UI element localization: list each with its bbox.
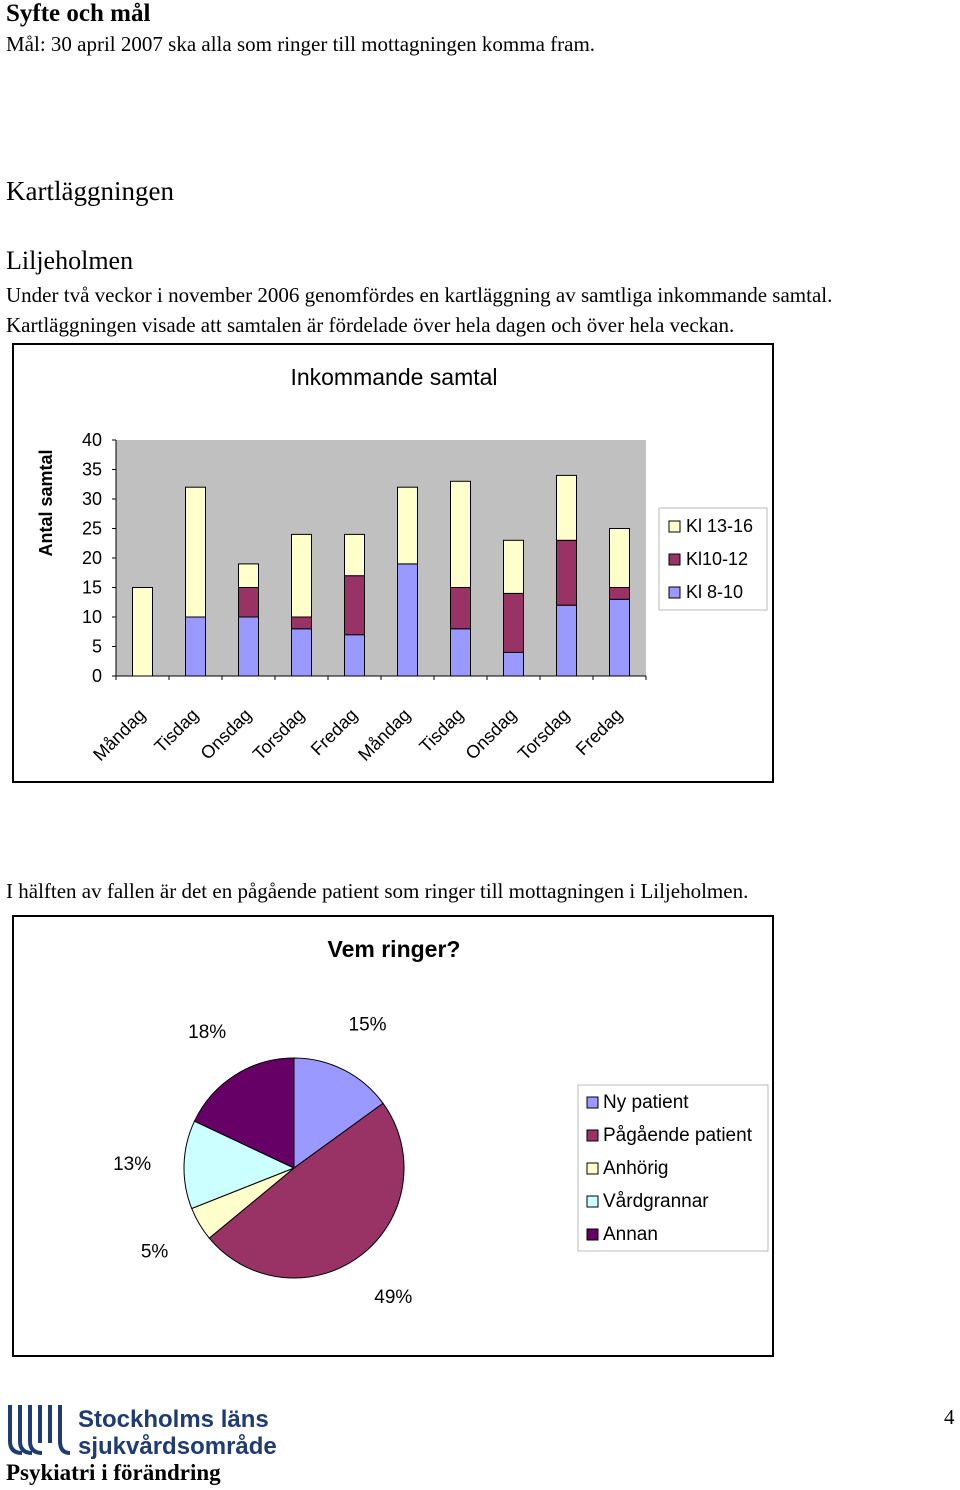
slice-label: 13% (113, 1153, 152, 1175)
bar-segment (345, 534, 365, 575)
legend-swatch (587, 1163, 598, 1174)
x-tick-label: Fredag (306, 704, 362, 760)
legend-swatch (669, 554, 680, 565)
slice-label: 18% (188, 1022, 227, 1044)
y-tick-label: 5 (91, 636, 102, 657)
bar-segment (504, 593, 524, 652)
half-statement: I hälften av fallen är det en pågående patient som ringer till mottagningen i Liljeholmen. (6, 879, 749, 903)
x-tick-label: Måndag (354, 704, 415, 765)
bar-segment (292, 629, 312, 676)
bar-segment (610, 529, 630, 588)
section-title: Syfte och mål (6, 0, 151, 27)
y-tick-label: 0 (91, 666, 102, 686)
bar-segment (451, 588, 471, 629)
legend-swatch (587, 1097, 598, 1108)
y-tick-label: 25 (81, 518, 102, 539)
x-tick-label: Fredag (571, 704, 627, 760)
bar-segment (133, 588, 153, 677)
bar-segment (345, 576, 365, 635)
legend-swatch (587, 1130, 598, 1141)
legend-label: Ny patient (603, 1092, 689, 1113)
y-axis-label: Antal samtal (36, 449, 56, 557)
bar-segment (451, 481, 471, 587)
logo-text-line1: Stockholms läns (78, 1406, 269, 1433)
y-tick-label: 20 (81, 548, 102, 568)
x-tick-label: Onsdag (196, 704, 256, 764)
goal-text: Mål: 30 april 2007 ska alla som ringer till mottagningen komma fram. (6, 32, 596, 56)
y-tick-label: 30 (81, 489, 102, 509)
x-tick-label: Torsdag (513, 704, 574, 765)
logo-text-line2: sjukvårdsområde (78, 1433, 276, 1459)
bar-segment (292, 617, 312, 629)
legend-label: Kl 13-16 (686, 516, 754, 536)
bar-segment (239, 588, 259, 618)
bar-segment (557, 605, 577, 676)
legend-swatch (669, 587, 680, 598)
logo-mark (6, 1403, 276, 1459)
slice-label: 5% (140, 1241, 169, 1263)
bar-segment (186, 487, 206, 617)
legend-label: Annan (603, 1224, 658, 1245)
legend-swatch (669, 521, 680, 532)
y-tick-label: 15 (81, 577, 102, 598)
slice-label: 15% (348, 1014, 387, 1036)
legend-label: Pågående patient (603, 1125, 752, 1146)
slice-label: 49% (374, 1287, 413, 1309)
legend-label: Vårdgrannar (603, 1191, 709, 1212)
x-tick-label: Torsdag (248, 704, 309, 765)
bar-segment (610, 588, 630, 600)
bar-segment (557, 540, 577, 605)
y-tick-label: 10 (81, 607, 102, 627)
bar-segment (557, 475, 577, 540)
bar-segment (239, 617, 259, 676)
legend-swatch (587, 1196, 598, 1207)
x-tick-label: Tisdag (415, 704, 468, 757)
pie-chart-box (12, 915, 774, 1357)
bar-segment (186, 617, 206, 676)
pie-chart (14, 917, 772, 1355)
x-tick-label: Måndag (89, 704, 150, 765)
bar-segment (292, 534, 312, 617)
location-heading: Liljeholmen (6, 246, 134, 275)
bar-segment (239, 564, 259, 588)
legend-label: Anhörig (603, 1158, 669, 1179)
legend-label: Kl10-12 (686, 549, 749, 569)
chart-title: Vem ringer? (327, 936, 461, 962)
chart-title: Inkommande samtal (290, 364, 498, 390)
bar-chart (14, 345, 772, 781)
bar-segment (451, 629, 471, 676)
x-tick-label: Onsdag (461, 704, 521, 764)
bar-segment (398, 487, 418, 564)
bar-chart-box (12, 343, 774, 783)
x-tick-label: Tisdag (150, 704, 203, 757)
y-tick-label: 40 (81, 430, 102, 450)
logo (6, 1403, 276, 1459)
legend-label: Kl 8-10 (686, 582, 744, 602)
bar-segment (504, 540, 524, 593)
bar-segment (610, 599, 630, 676)
bar-segment (345, 635, 365, 676)
legend-swatch (587, 1229, 598, 1240)
footer-text: Psykiatri i förändring (6, 1460, 221, 1485)
bar-segment (398, 564, 418, 676)
y-tick-label: 35 (81, 459, 102, 480)
bar-segment (504, 652, 524, 676)
mapping-paragraph: Under två veckor i november 2006 genomfördes en kartläggning av samtliga inkommande samtal. Kartläggningen visade att samtalen är fördelade över hela dagen och över hela veckan. (6, 283, 833, 337)
page-number: 4 (944, 1405, 955, 1429)
mapping-title: Kartläggningen (6, 176, 174, 206)
